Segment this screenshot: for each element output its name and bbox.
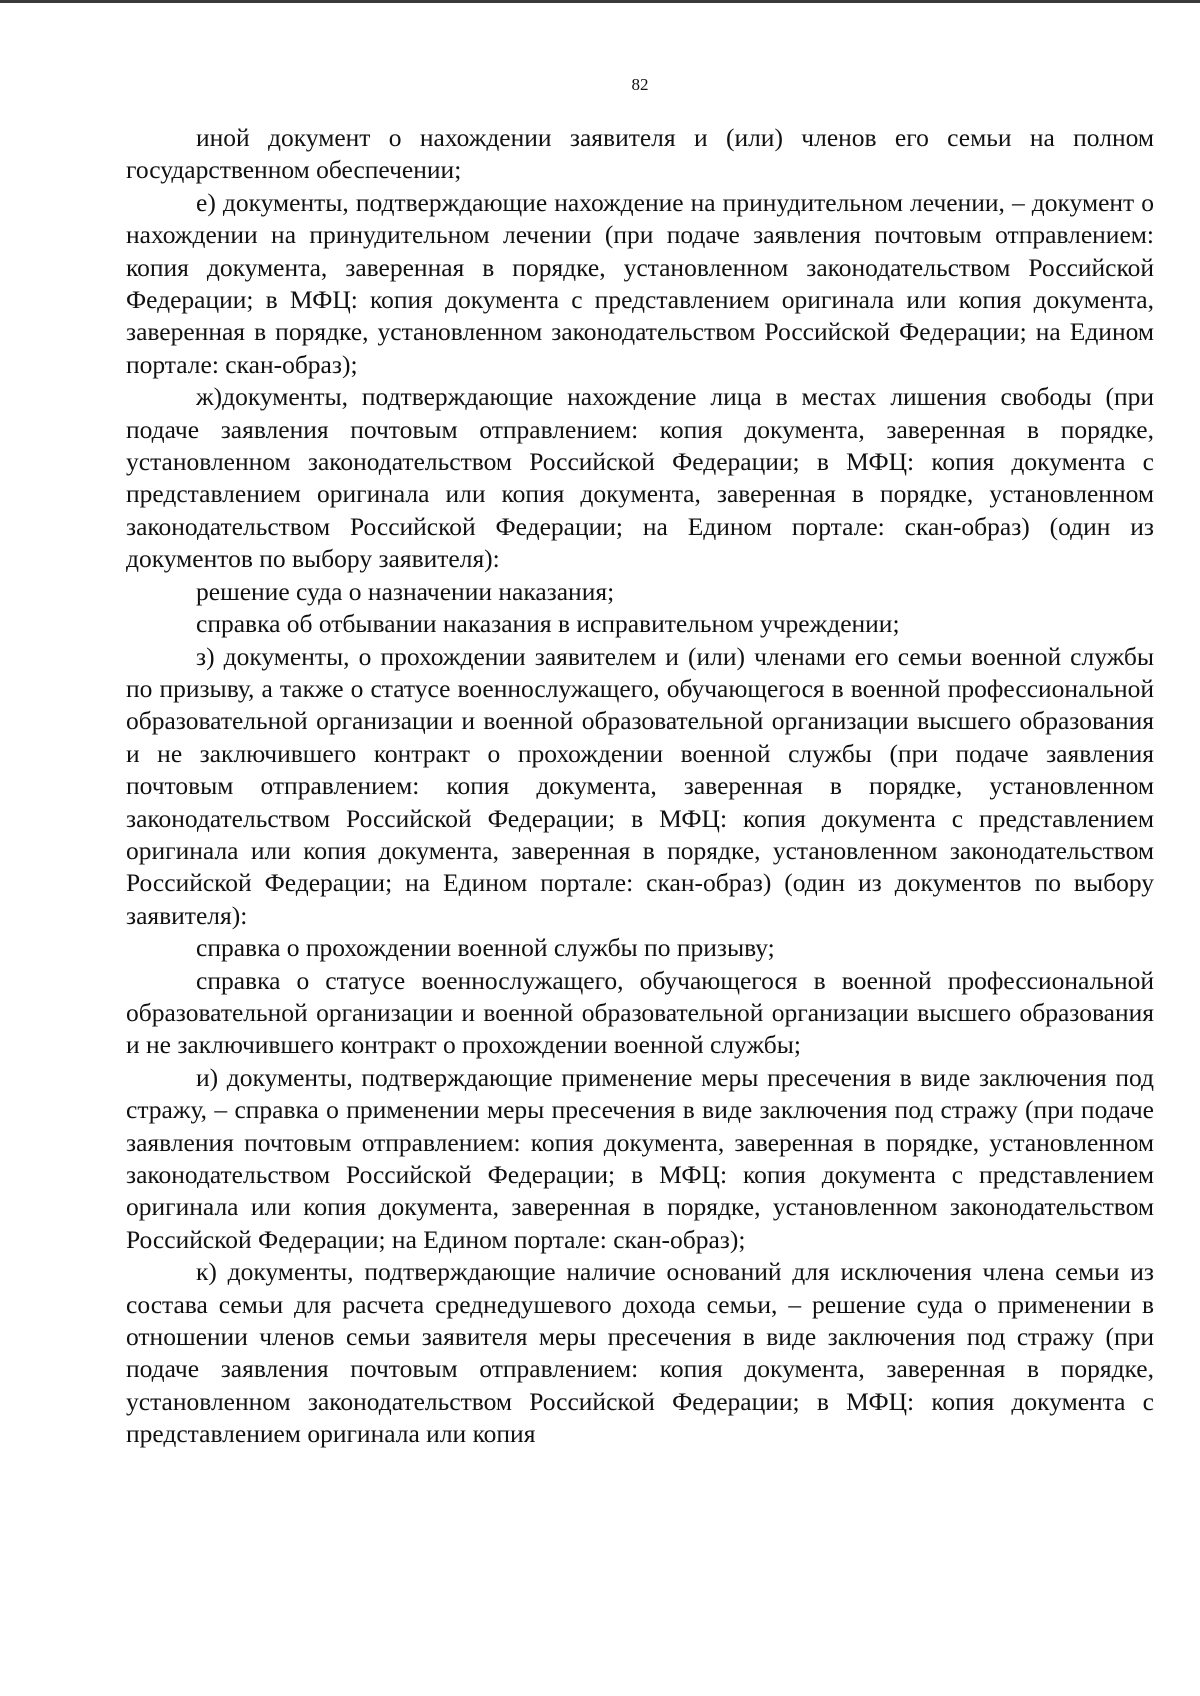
list-item-court-decision: решение суда о назначении наказания; [196, 576, 615, 606]
paragraph-item-e: е) документы, подтверждающие нахождение на принудительном лечении, – документ о нахождении на принудительном лечении (при подаче заявления почтовым отправлением: копия документа, заверенная в порядке, установленном законодательством Российской Федерации; в МФЦ: копия документа с представлением оригинала или копия документа, заверенная в порядке, установленном законодательством Российской Федерации; на Едином портале: скан-образ); [126, 187, 1154, 379]
paragraph-item-i: и) документы, подтверждающие применение меры пресечения в виде заключения под стражу, – справка о применении меры пресечения в виде заключения под стражу (при подаче заявления почтовым отправлением: копия документа, заверенная в порядке, установленном законодательством Российской Федерации; в МФЦ: копия документа с представлением оригинала или копия документа, заверенная в порядке, установленном законодательством Российской Федерации; на Едином портале: скан-образ); [126, 1062, 1154, 1254]
top-border-line [0, 0, 1200, 3]
paragraph-item-z: з) документы, о прохождении заявителем и (или) членами его семьи военной службы по призыву, а также о статусе военнослужащего, обучающегося в военной профессиональной образовательной организации и военной образовательной организации высшего образования и не заключившего контракт о прохождении военной службы (при подаче заявления почтовым отправлением: копия документа, заверенная в порядке, установленном законодательством Российской Федерации; в МФЦ: копия документа с представлением оригинала или копия документа, заверенная в порядке, установленном законодательством Российской Федерации; на Едином портале: скан-образ) (один из документов по выбору заявителя): [126, 641, 1154, 930]
list-item-military-service-certificate: справка о прохождении военной службы по призыву; [196, 933, 775, 963]
document-body [126, 122, 1154, 1451]
list-item-military-status-certificate: справка о статусе военнослужащего, обучающегося в военной профессиональной образовательной организации и военной образовательной организации высшего образования и не заключившего контракт о прохождении военной службы; [126, 965, 1154, 1060]
paragraph-continuation: иной документ о нахождении заявителя и (или) членов его семьи на полном государственном обеспечении; [126, 123, 1154, 185]
page-number: 82 [631, 75, 649, 94]
paragraph-item-zh: ж)документы, подтверждающие нахождение лица в местах лишения свободы (при подаче заявления почтовым отправлением: копия документа, заверенная в порядке, установленном законодательством Российской Федерации; в МФЦ: копия документа с представлением оригинала или копия документа, заверенная в порядке, установленном законодательством Российской Федерации; на Едином портале: скан-образ) (один из документов по выбору заявителя): [126, 382, 1154, 574]
paragraph-item-k: к) документы, подтверждающие наличие оснований для исключения члена семьи из состава семьи для расчета среднедушевого дохода семьи, – решение суда о применении в отношении членов семьи заявителя меры пресечения в виде заключения под стражу (при подаче заявления почтовым отправлением: копия документа, заверенная в порядке, установленном законодательством Российской Федерации; в МФЦ: копия документа с представлением оригинала или копия [126, 1257, 1154, 1449]
list-item-sentence-certificate: справка об отбывании наказания в исправительном учреждении; [196, 609, 900, 639]
